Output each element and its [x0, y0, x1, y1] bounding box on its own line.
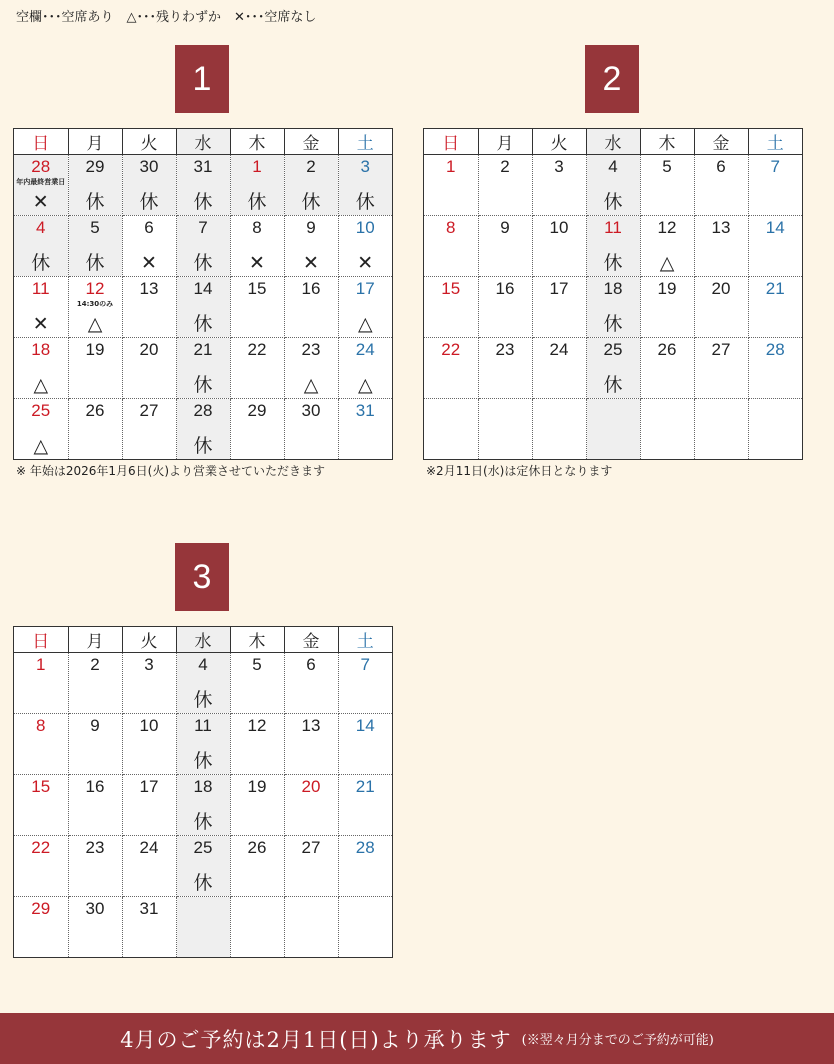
calendar-week-row: [424, 216, 802, 277]
weekday-header: 土: [338, 627, 392, 653]
calendar-day-cell: [14, 836, 68, 897]
calendar-day-cell: [284, 338, 338, 399]
day-number: 5: [90, 218, 100, 237]
calendar-day-cell: [14, 277, 68, 338]
day-number: 26: [85, 401, 105, 420]
day-number: 9: [90, 716, 100, 735]
calendar-day-cell: [14, 155, 68, 216]
day-number: 18: [603, 279, 623, 298]
calendar-day-cell: [14, 653, 68, 714]
weekday-header: 火: [532, 129, 586, 155]
calendar-day-cell: [68, 653, 122, 714]
day-number: 7: [360, 655, 370, 674]
calendar-march: [13, 626, 393, 958]
calendar-week-row: [424, 338, 802, 399]
weekday-header: 火: [122, 627, 176, 653]
calendar-day-cell: [424, 155, 478, 216]
day-note: 14:30のみ: [76, 300, 114, 308]
calendar-day-cell: [230, 714, 284, 775]
calendar-day-cell: [68, 277, 122, 338]
calendar-day-cell: [14, 399, 68, 460]
few-seats-mark: △: [357, 313, 373, 335]
calendar-day-cell: [338, 399, 392, 460]
calendar-day-cell: [640, 155, 694, 216]
calendar-day-cell: [284, 399, 338, 460]
full-mark: ✕: [141, 252, 157, 274]
day-number: 2: [90, 655, 100, 674]
calendar-table: [14, 627, 392, 957]
day-number: 28: [355, 838, 375, 857]
day-number: 23: [495, 340, 515, 359]
day-number: 8: [446, 218, 456, 237]
calendar-table: [14, 129, 392, 459]
calendar-day-cell: [478, 277, 532, 338]
calendar-day-cell: [424, 399, 478, 460]
day-number: 11: [31, 279, 50, 298]
calendar-day-cell: [176, 338, 230, 399]
day-number: 28: [193, 401, 213, 420]
weekday-header: 火: [122, 129, 176, 155]
day-number: 7: [198, 218, 208, 237]
calendar-week-row: [14, 399, 392, 460]
calendar-day-cell: [284, 216, 338, 277]
calendar-day-cell: [640, 338, 694, 399]
day-number: 7: [770, 157, 780, 176]
weekday-header: 木: [230, 627, 284, 653]
month-badge-2: 2: [585, 45, 639, 113]
weekday-header: 木: [640, 129, 694, 155]
calendar-day-cell: [532, 338, 586, 399]
weekday-header: 月: [68, 627, 122, 653]
calendar-day-cell: [14, 714, 68, 775]
day-number: 10: [355, 218, 375, 237]
legend-text: 空欄･･･空席あり △･･･残りわずか ✕･･･空席なし: [16, 10, 317, 25]
calendar-week-row: [424, 399, 802, 460]
calendar-day-cell: [68, 155, 122, 216]
calendar-day-cell: [230, 775, 284, 836]
calendar-day-cell: [230, 897, 284, 958]
day-number: 29: [85, 157, 105, 176]
calendar-day-cell: [176, 714, 230, 775]
day-number: 18: [31, 340, 51, 359]
calendar-table: [424, 129, 802, 459]
calendar-day-cell: [284, 836, 338, 897]
day-number: 2: [500, 157, 510, 176]
day-number: 29: [31, 899, 51, 918]
calendar-day-cell: [122, 714, 176, 775]
day-number: 5: [662, 157, 672, 176]
day-number: 8: [252, 218, 262, 237]
calendar-day-cell: [122, 155, 176, 216]
calendar-day-cell: [68, 399, 122, 460]
calendar-day-cell: [748, 338, 802, 399]
calendar-day-cell: [748, 399, 802, 460]
month-badge-3: 3: [175, 543, 229, 611]
day-number: 6: [144, 218, 154, 237]
calendar-day-cell: [478, 338, 532, 399]
day-number: 4: [608, 157, 618, 176]
closed-mark: 休: [193, 435, 213, 457]
day-number: 22: [247, 340, 267, 359]
few-seats-mark: △: [87, 313, 103, 335]
day-number: 27: [139, 401, 159, 420]
day-number: 27: [711, 340, 731, 359]
calendar-week-row: [14, 277, 392, 338]
calendar-january: [13, 128, 393, 460]
closed-mark: 休: [247, 191, 267, 213]
calendar-day-cell: [532, 277, 586, 338]
day-number: 13: [711, 218, 731, 237]
closed-mark: 休: [139, 191, 159, 213]
calendar-day-cell: [586, 216, 640, 277]
day-number: 23: [85, 838, 105, 857]
day-number: 21: [765, 279, 785, 298]
day-number: 2: [306, 157, 316, 176]
day-number: 30: [301, 401, 321, 420]
calendar-day-cell: [122, 399, 176, 460]
calendar-day-cell: [284, 714, 338, 775]
day-number: 11: [604, 218, 622, 237]
calendar-week-row: [424, 155, 802, 216]
calendar-day-cell: [586, 155, 640, 216]
closed-mark: 休: [603, 313, 623, 335]
calendar-day-cell: [122, 897, 176, 958]
day-number: 21: [355, 777, 375, 796]
calendar-day-cell: [640, 277, 694, 338]
closed-mark: 休: [193, 811, 213, 833]
day-number: 4: [198, 655, 208, 674]
day-number: 3: [144, 655, 154, 674]
calendar-day-cell: [230, 216, 284, 277]
few-seats-mark: △: [303, 374, 319, 396]
day-number: 10: [549, 218, 569, 237]
reservation-banner: [0, 1013, 834, 1064]
weekday-header: 木: [230, 129, 284, 155]
closed-mark: 休: [85, 191, 105, 213]
day-number: 15: [247, 279, 267, 298]
calendar-day-cell: [14, 775, 68, 836]
calendar-day-cell: [14, 216, 68, 277]
day-number: 14: [355, 716, 375, 735]
weekday-header: 日: [424, 129, 478, 155]
calendar-day-cell: [122, 836, 176, 897]
calendar-day-cell: [338, 836, 392, 897]
calendar-day-cell: [586, 399, 640, 460]
calendar-day-cell: [68, 216, 122, 277]
calendar-day-cell: [748, 277, 802, 338]
closed-mark: 休: [193, 313, 213, 335]
calendar-day-cell: [586, 338, 640, 399]
calendar-day-cell: [230, 399, 284, 460]
day-number: 30: [139, 157, 159, 176]
day-number: 28: [765, 340, 785, 359]
calendar-day-cell: [68, 836, 122, 897]
day-number: 17: [355, 279, 375, 298]
calendar-day-cell: [694, 277, 748, 338]
calendar-day-cell: [532, 399, 586, 460]
calendar-day-cell: [284, 155, 338, 216]
calendar-day-cell: [338, 277, 392, 338]
calendar-day-cell: [230, 277, 284, 338]
closed-mark: 休: [603, 191, 623, 213]
day-number: 27: [301, 838, 321, 857]
day-number: 1: [446, 157, 456, 176]
closed-mark: 休: [603, 252, 623, 274]
day-number: 16: [85, 777, 105, 796]
calendar-day-cell: [284, 775, 338, 836]
calendar-note-january: ※ 年始は2026年1月6日(火)より営業させていただきます: [16, 464, 326, 478]
day-number: 17: [549, 279, 569, 298]
full-mark: ✕: [249, 252, 265, 274]
calendar-day-cell: [338, 897, 392, 958]
day-number: 22: [31, 838, 51, 857]
weekday-header: 水: [176, 627, 230, 653]
day-number: 12: [247, 716, 267, 735]
calendar-day-cell: [478, 155, 532, 216]
weekday-header: 日: [14, 129, 68, 155]
weekday-header: 月: [478, 129, 532, 155]
day-number: 21: [193, 340, 213, 359]
calendar-day-cell: [640, 399, 694, 460]
closed-mark: 休: [193, 689, 213, 711]
calendar-day-cell: [338, 338, 392, 399]
weekday-header: 水: [586, 129, 640, 155]
calendar-day-cell: [694, 216, 748, 277]
calendar-day-cell: [176, 836, 230, 897]
weekday-header: 金: [284, 129, 338, 155]
calendar-day-cell: [68, 714, 122, 775]
calendar-day-cell: [14, 897, 68, 958]
calendar-day-cell: [338, 714, 392, 775]
day-number: 26: [247, 838, 267, 857]
day-number: 24: [355, 340, 375, 359]
day-number: 19: [247, 777, 267, 796]
calendar-day-cell: [176, 216, 230, 277]
calendar-day-cell: [122, 775, 176, 836]
day-number: 13: [139, 279, 159, 298]
closed-mark: 休: [603, 374, 623, 396]
day-number: 20: [301, 777, 321, 796]
day-number: 24: [549, 340, 569, 359]
day-number: 17: [139, 777, 159, 796]
reservation-banner-text: 4月のご予約は2月1日(日)より承ります: [120, 1027, 512, 1052]
calendar-week-row: [14, 155, 392, 216]
day-number: 28: [31, 157, 51, 176]
closed-mark: 休: [193, 750, 213, 772]
day-number: 15: [31, 777, 51, 796]
day-number: 12: [657, 218, 677, 237]
calendar-week-row: [14, 653, 392, 714]
day-number: 25: [31, 401, 51, 420]
full-mark: ✕: [357, 252, 374, 274]
day-number: 4: [36, 218, 46, 237]
day-number: 14: [193, 279, 213, 298]
day-number: 16: [495, 279, 515, 298]
weekday-header: 日: [14, 627, 68, 653]
calendar-day-cell: [478, 216, 532, 277]
calendar-note-february: ※2月11日(水)は定休日となります: [426, 464, 613, 478]
weekday-header: 月: [68, 129, 122, 155]
weekday-header: 金: [284, 627, 338, 653]
day-number: 23: [301, 340, 321, 359]
calendar-day-cell: [176, 277, 230, 338]
day-number: 22: [441, 340, 461, 359]
closed-mark: 休: [193, 252, 213, 274]
reservation-banner-note: (※翌々月分までのご予約が可能): [521, 1033, 714, 1048]
closed-mark: 休: [85, 252, 105, 274]
calendar-day-cell: [424, 216, 478, 277]
calendar-day-cell: [694, 338, 748, 399]
calendar-day-cell: [532, 155, 586, 216]
calendar-day-cell: [338, 653, 392, 714]
weekday-header: 土: [748, 129, 802, 155]
day-number: 25: [603, 340, 623, 359]
calendar-week-row: [424, 277, 802, 338]
calendar-day-cell: [640, 216, 694, 277]
calendar-day-cell: [284, 277, 338, 338]
day-number: 24: [139, 838, 159, 857]
calendar-february: [423, 128, 803, 460]
calendar-week-row: [14, 775, 392, 836]
day-number: 18: [193, 777, 213, 796]
closed-mark: 休: [301, 191, 321, 213]
weekday-header: 土: [338, 129, 392, 155]
full-mark: ✕: [303, 252, 319, 274]
calendar-day-cell: [694, 399, 748, 460]
day-number: 6: [716, 157, 726, 176]
calendar-day-cell: [586, 277, 640, 338]
few-seats-mark: △: [33, 374, 49, 396]
day-number: 9: [306, 218, 316, 237]
day-number: 26: [657, 340, 677, 359]
calendar-day-cell: [122, 277, 176, 338]
day-number: 16: [301, 279, 321, 298]
few-seats-mark: △: [33, 435, 49, 457]
few-seats-mark: △: [659, 252, 675, 274]
calendar-day-cell: [14, 338, 68, 399]
day-number: 8: [36, 716, 46, 735]
day-number: 13: [301, 716, 321, 735]
full-mark: ✕: [32, 313, 49, 335]
day-number: 31: [355, 401, 375, 420]
calendar-day-cell: [68, 897, 122, 958]
calendar-day-cell: [122, 338, 176, 399]
calendar-day-cell: [694, 155, 748, 216]
calendar-day-cell: [230, 155, 284, 216]
calendar-day-cell: [338, 775, 392, 836]
calendar-week-row: [14, 338, 392, 399]
calendar-day-cell: [748, 155, 802, 216]
calendar-week-row: [14, 216, 392, 277]
closed-mark: 休: [193, 191, 213, 213]
calendar-week-row: [14, 897, 392, 958]
full-mark: ✕: [32, 191, 49, 213]
calendar-day-cell: [424, 338, 478, 399]
day-number: 25: [193, 838, 213, 857]
calendar-day-cell: [338, 155, 392, 216]
day-number: 10: [139, 716, 159, 735]
calendar-day-cell: [230, 836, 284, 897]
calendar-day-cell: [284, 653, 338, 714]
day-number: 14: [765, 218, 785, 237]
day-number: 31: [139, 899, 159, 918]
day-number: 5: [252, 655, 262, 674]
weekday-header: 金: [694, 129, 748, 155]
calendar-day-cell: [122, 653, 176, 714]
closed-mark: 休: [31, 252, 51, 274]
day-number: 30: [85, 899, 105, 918]
day-number: 6: [306, 655, 316, 674]
calendar-day-cell: [176, 653, 230, 714]
day-number: 11: [194, 716, 212, 735]
calendar-day-cell: [230, 338, 284, 399]
calendar-day-cell: [176, 897, 230, 958]
weekday-header: 水: [176, 129, 230, 155]
day-number: 15: [441, 279, 461, 298]
day-number: 12: [85, 279, 105, 298]
day-number: 31: [193, 157, 213, 176]
calendar-day-cell: [176, 775, 230, 836]
day-number: 19: [657, 279, 677, 298]
calendar-week-row: [14, 836, 392, 897]
calendar-day-cell: [122, 216, 176, 277]
calendar-day-cell: [478, 399, 532, 460]
few-seats-mark: △: [357, 374, 373, 396]
calendar-day-cell: [176, 155, 230, 216]
closed-mark: 休: [193, 374, 213, 396]
month-badge-1: 1: [175, 45, 229, 113]
day-number: 3: [360, 157, 370, 176]
day-number: 1: [252, 157, 262, 176]
closed-mark: 休: [193, 872, 213, 894]
day-note: 年内最終営業日: [16, 178, 66, 186]
day-number: 9: [500, 218, 510, 237]
calendar-day-cell: [748, 216, 802, 277]
calendar-day-cell: [176, 399, 230, 460]
day-number: 19: [85, 340, 105, 359]
calendar-day-cell: [338, 216, 392, 277]
day-number: 1: [36, 655, 46, 674]
closed-mark: 休: [355, 191, 375, 213]
calendar-day-cell: [230, 653, 284, 714]
calendar-day-cell: [284, 897, 338, 958]
calendar-day-cell: [532, 216, 586, 277]
calendar-day-cell: [68, 775, 122, 836]
calendar-day-cell: [68, 338, 122, 399]
calendar-day-cell: [424, 277, 478, 338]
calendar-week-row: [14, 714, 392, 775]
day-number: 29: [247, 401, 267, 420]
day-number: 20: [139, 340, 159, 359]
day-number: 20: [711, 279, 731, 298]
day-number: 3: [554, 157, 564, 176]
